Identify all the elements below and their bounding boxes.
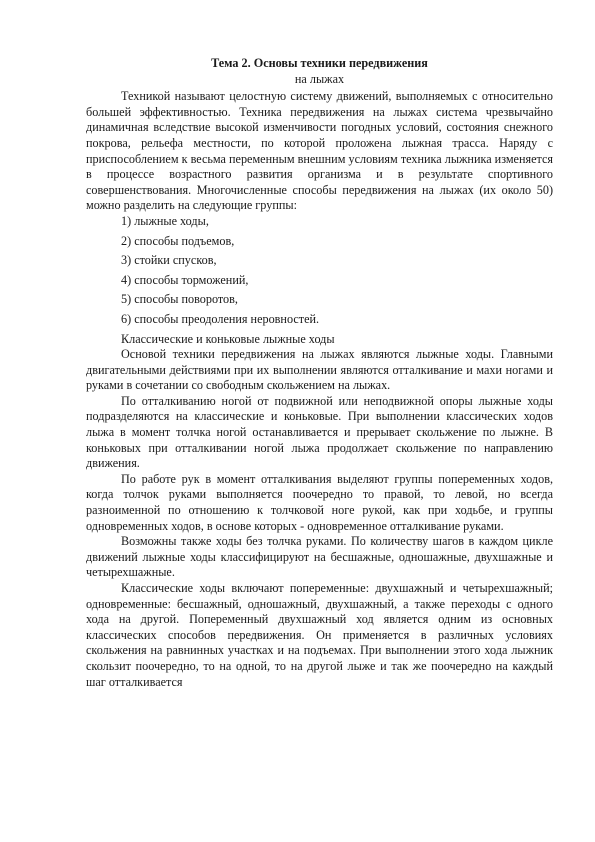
list-item: 2) способы подъемов, <box>121 233 235 248</box>
intro-paragraph: Техникой называют целостную систему движений, выполняемых с относительно большей эффективностью. Техника передвижения на лыжах система чрезвычайно динамичная вследствие высокой изменчивости погодных условий, состояния снежного покрова, рельефа местности, по которой проложена лыжная трасса. Наряду с приспособлением к весьма переменным внешним условиям техника лыжника изменяется в процессе возрастного развития организма и в результате спортивного совершенствования. Многочисленные способы передвижения на лыжах (их около 50) можно разделить на следующие группы: <box>86 89 553 213</box>
body-paragraph: Возможны также ходы без толчка руками. По количеству шагов в каждом цикле движений лыжные ходы классифицируют на бесшажные, одношажные, двухшажные и четырехшажные. <box>86 534 553 580</box>
body-paragraph: По отталкиванию ногой от подвижной или неподвижной опоры лыжные ходы подразделяются на классические и коньковые. При выполнении классических ходов лыжа в момент толчка ногой останавливается и прерывает скольжение по лыжне. В коньковых при отталкивании ногой лыжа продолжает скольжение по направлению движения. <box>86 393 553 471</box>
body-paragraph: По работе рук в момент отталкивания выделяют группы попеременных ходов, когда толчок руками выполняется поочередно то правой, то левой, но всегда разноименной по отношению к толчковой ноге рукой, как при ходьбе, и группы одновременных ходов, в основе которых - одновременное отталкивание руками. <box>86 471 553 533</box>
list-item: 1) лыжные ходы, <box>121 213 209 228</box>
list-item: 5) способы поворотов, <box>121 292 238 307</box>
list-item: 6) способы преодоления неровностей. <box>121 311 320 326</box>
section-heading: Классические и коньковые лыжные ходы <box>121 331 335 346</box>
list-item: 3) стойки спусков, <box>121 253 217 268</box>
document-subtitle: на лыжах <box>294 71 345 86</box>
document-title: Тема 2. Основы техники передвижения <box>211 56 428 70</box>
body-paragraph: Основой техники передвижения на лыжах являются лыжные ходы. Главными двигательными действиями при их выполнении являются отталкивание и махи ногами и руками в сочетании со свободным скольжением на лыжах. <box>86 347 553 393</box>
list-item: 4) способы торможений, <box>121 272 249 287</box>
groups-list <box>86 214 553 328</box>
body-paragraph: Классические ходы включают попеременные: двухшажный и четырехшажный; одновременные: бесшажный, одношажный, двухшажный, а также переходы с одного хода на другой. Попеременный двухшажный ход является одним из основных классических способов передвижения. Он применяется в различных условиях скольжения на равнинных участках и на подъемах. При выполнении этого хода лыжник скользит поочередно, то на одной, то на другой лыже и так же поочередно на каждый шаг отталкивается <box>86 581 553 689</box>
